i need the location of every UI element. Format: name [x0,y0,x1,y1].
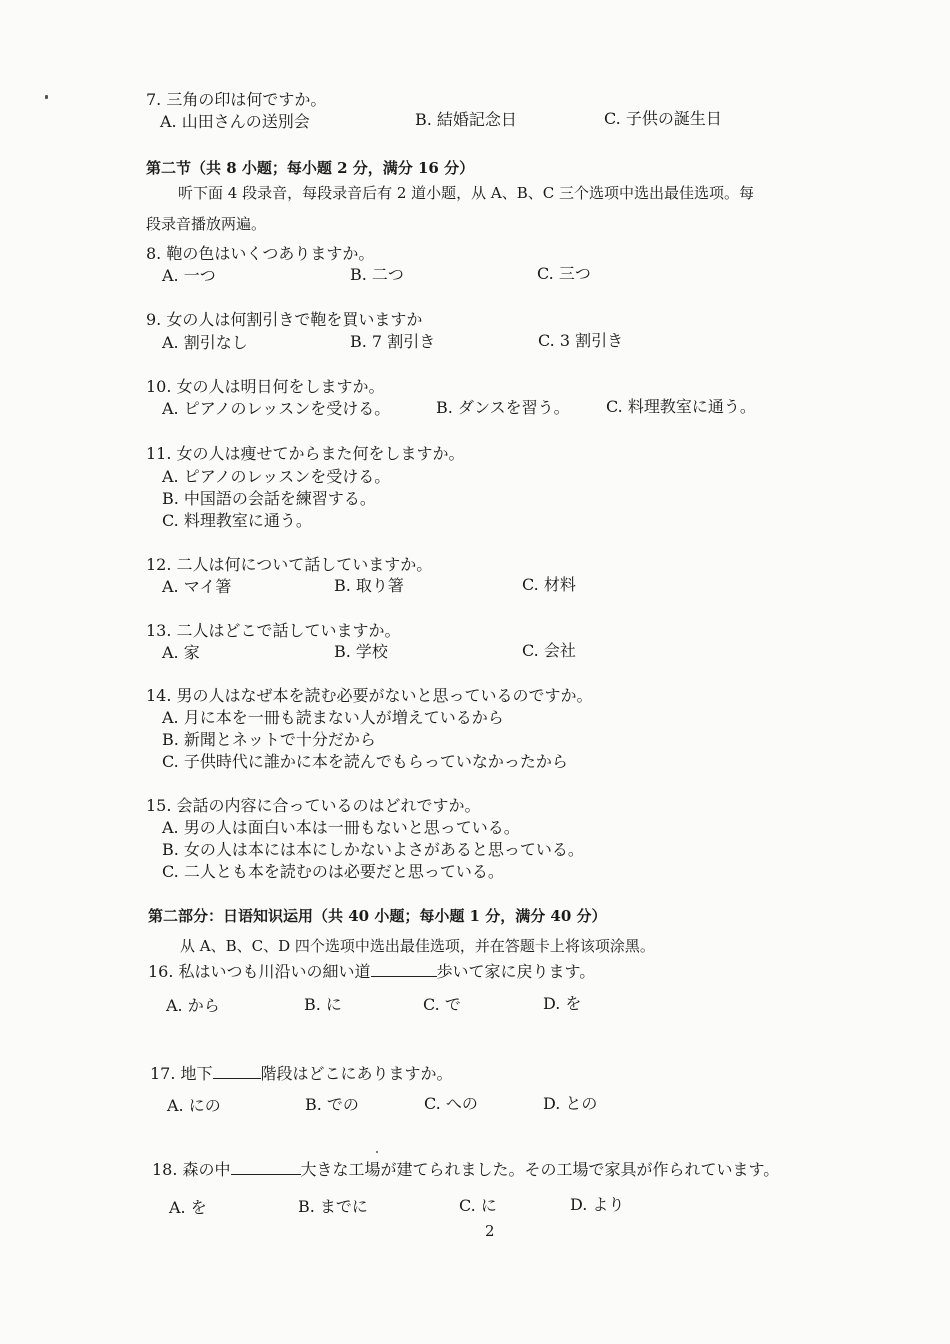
question-16-stem-after-blank: 歩いて家に戻ります。 [436,962,596,981]
question-12-option-c: C. 材料 [522,575,576,594]
question-7-option-a: A. 山田さんの送別会 [160,112,310,131]
question-9-option-a: A. 割引なし [162,333,248,352]
question-14-option-c: C. 子供時代に誰かに本を読んでもらっていなかったから [162,752,568,771]
question-9-stem: 9. 女の人は何割引きで鞄を買いますか [146,310,423,329]
question-9-option-b: B. 7 割引き [350,332,436,351]
question-13-stem: 13. 二人はどこで話していますか。 [146,621,401,640]
section-2-instruction-line2: 段录音播放两遍。 [146,215,267,233]
part-2-title: 第二部分：日语知识运用（共 40 小题；每小题 1 分，满分 40 分） [148,907,607,925]
question-14-option-a: A. 月に本を一冊も読まない人が増えているから [162,708,504,727]
question-10-option-b: B. ダンスを習う。 [436,398,570,417]
question-17-stem-before-blank: 17. 地下 [150,1064,213,1083]
part-2-instruction: 从 A、B、C、D 四个选项中选出最佳选项，并在答题卡上将该项涂黑。 [180,937,655,955]
question-10-stem: 10. 女の人は明日何をしますか。 [146,377,385,396]
question-15-option-a: A. 男の人は面白い本は一冊もないと思っている。 [162,818,520,837]
question-7-stem: 7. 三角の印は何ですか。 [146,90,327,109]
question-12-option-a: A. マイ箸 [162,577,232,596]
question-18-option-b: B. までに [298,1197,368,1216]
question-11-stem: 11. 女の人は痩せてからまた何をしますか。 [146,444,465,463]
question-13-option-c: C. 会社 [522,641,576,660]
question-15-option-b: B. 女の人は本には本にしかないよさがあると思っている。 [162,840,584,859]
question-8-option-c: C. 三つ [537,264,591,283]
question-11-option-c: C. 料理教室に通う。 [162,511,312,530]
question-12-stem: 12. 二人は何について話していますか。 [146,555,433,574]
scan-speck [45,95,48,99]
question-13-option-b: B. 学校 [334,642,388,661]
question-8-option-b: B. 二つ [350,265,404,284]
scan-speck [376,1151,378,1153]
question-18-option-c: C. に [459,1196,497,1215]
page-number: 2 [485,1222,495,1240]
question-7-option-c: C. 子供の誕生日 [604,109,722,128]
question-18-option-d: D. より [570,1195,625,1214]
question-15-stem: 15. 会話の内容に合っているのはどれですか。 [146,796,481,815]
question-16-stem [148,962,595,982]
question-7-option-b: B. 結婚記念日 [415,110,517,129]
question-16-stem-before-blank: 16. 私はいつも川沿いの細い道 [148,962,371,981]
question-11-option-a: A. ピアノのレッスンを受ける。 [162,467,391,486]
question-17-stem-after-blank: 階段はどこにありますか。 [260,1064,453,1083]
question-10-option-c: C. 料理教室に通う。 [606,397,756,416]
question-12-option-b: B. 取り箸 [334,576,404,595]
question-15-option-c: C. 二人とも本を読むのは必要だと思っている。 [162,862,504,881]
question-16-blank [371,962,437,977]
question-17-option-b: B. での [305,1095,359,1114]
question-16-option-c: C. で [423,995,461,1014]
question-18-stem-before-blank: 18. 森の中 [152,1160,231,1179]
question-10-option-a: A. ピアノのレッスンを受ける。 [162,399,391,418]
question-14-option-b: B. 新聞とネットで十分だから [162,730,376,749]
question-18-stem-after-blank: 大きな工場が建てられました。その工場で家具が作られています。 [300,1160,780,1179]
question-13-option-a: A. 家 [162,643,200,662]
question-18-option-a: A. を [169,1198,207,1217]
question-17-blank [213,1064,261,1079]
question-17-option-a: A. にの [167,1096,221,1115]
question-9-option-c: C. 3 割引き [538,331,624,350]
section-2-title: 第二节（共 8 小题；每小题 2 分，满分 16 分） [146,159,475,177]
question-14-stem: 14. 男の人はなぜ本を読む必要がないと思っているのですか。 [146,686,593,705]
question-8-option-a: A. 一つ [162,266,216,285]
question-8-stem: 8. 鞄の色はいくつありますか。 [146,244,375,263]
question-16-option-a: A. から [166,996,220,1015]
question-11-option-b: B. 中国語の会話を練習する。 [162,489,376,508]
question-17-option-c: C. への [424,1094,478,1113]
question-18-stem [152,1160,779,1180]
question-17-option-d: D. との [543,1094,598,1113]
section-2-instruction-line1: 听下面 4 段录音，每段录音后有 2 道小题，从 A、B、C 三个选项中选出最佳选项。每 [178,184,755,202]
question-17-stem [150,1064,453,1084]
question-18-blank [231,1160,301,1175]
question-16-option-d: D. を [543,994,582,1013]
question-16-option-b: B. に [304,995,342,1014]
